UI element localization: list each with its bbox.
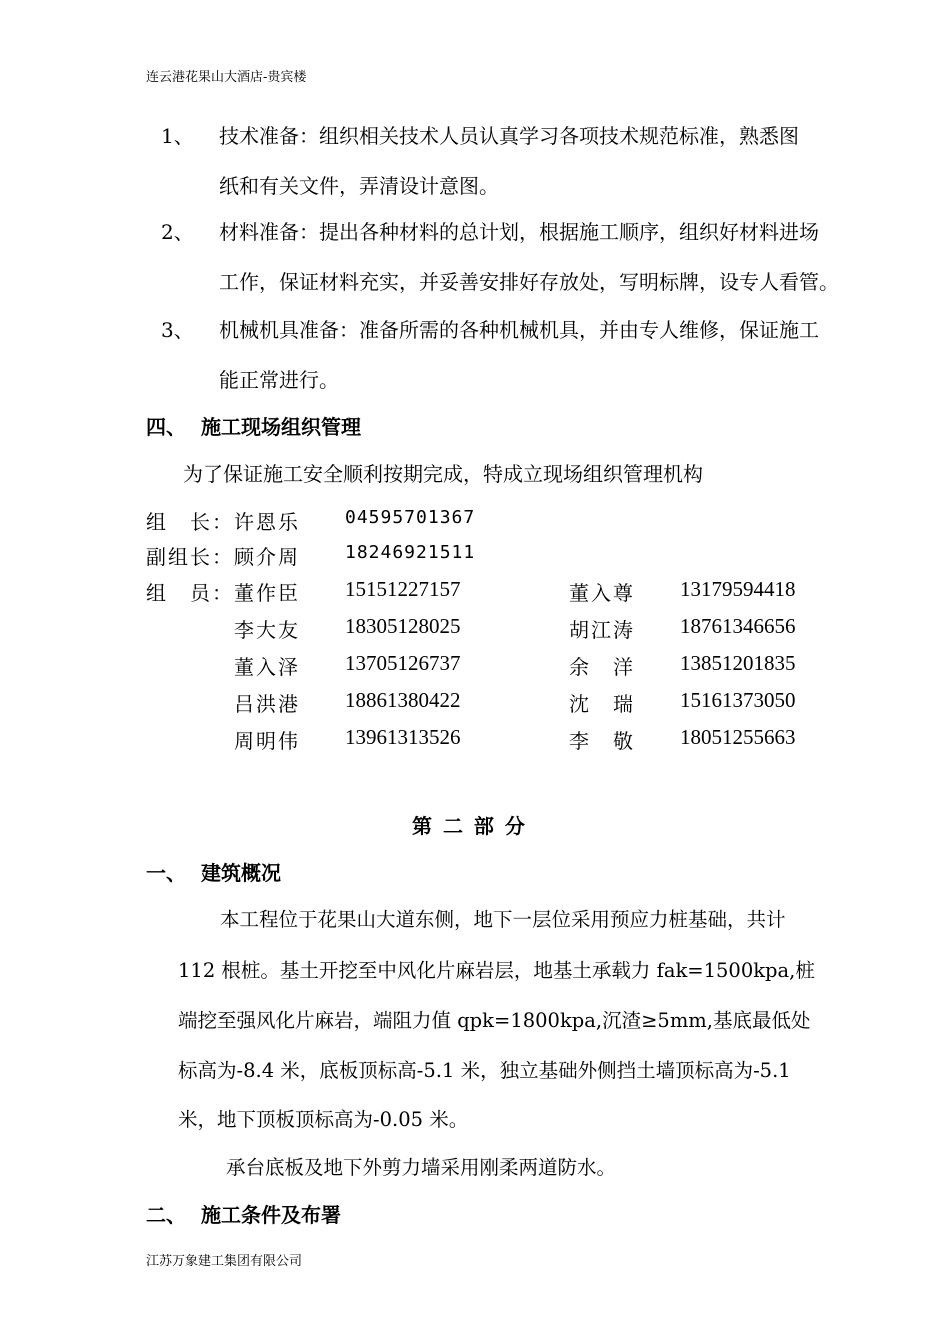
section-4-number: 四、 [146, 415, 186, 439]
paragraph-line: 本工程位于花果山大道东侧，地下一层位采用预应力桩基础，共计 [220, 908, 786, 931]
member-label: 组 员： [146, 581, 234, 605]
member-phone: 15151227157 [345, 577, 461, 601]
paragraph-line: 端挖至强风化片麻岩，端阻力值 qpk=1800kpa,沉渣≥5mm,基底最低处 [178, 1009, 811, 1032]
leader-label: 组 长： [146, 510, 234, 534]
member-name: 董入尊 [569, 581, 635, 605]
section-4-intro: 为了保证施工安全顺利按期完成，特成立现场组织管理机构 [183, 462, 703, 486]
prep-item-2-line1: 材料准备：提出各种材料的总计划，根据施工顺序，组织好材料进场 [219, 220, 819, 244]
member-phone: 13961313526 [345, 725, 461, 749]
member-phone: 15161373050 [680, 688, 796, 712]
section-1-number: 一、 [146, 861, 186, 885]
prep-item-1-line1: 技术准备：组织相关技术人员认真学习各项技术规范标准，熟悉图 [219, 124, 799, 148]
member-phone: 13705126737 [345, 651, 461, 675]
member-name: 董入泽 [234, 655, 300, 679]
prep-item-1-line2: 纸和有关文件，弄清设计意图。 [219, 174, 499, 198]
member-phone: 18305128025 [345, 614, 461, 638]
member-phone: 13179594418 [680, 577, 796, 601]
member-name: 沈 瑞 [569, 692, 635, 716]
deputy-phone: 18246921511 [345, 542, 476, 563]
section-1-title: 建筑概况 [201, 861, 281, 885]
prep-item-2-line2: 工作，保证材料充实，并妥善安排好存放处，写明标牌，设专人看管。 [219, 270, 839, 294]
member-phone: 13851201835 [680, 651, 796, 675]
paragraph-line: 标高为-8.4 米，底板顶标高-5.1 米，独立基础外侧挡土墙顶标高为-5.1 [178, 1059, 791, 1082]
member-name: 李大友 [234, 618, 300, 642]
member-name: 董作臣 [234, 581, 300, 605]
member-phone: 18051255663 [680, 725, 796, 749]
member-phone: 18861380422 [345, 688, 461, 712]
member-name: 吕洪港 [234, 692, 300, 716]
member-name: 周明伟 [234, 729, 300, 753]
deputy-label: 副组长： [146, 545, 234, 569]
section-4-title: 施工现场组织管理 [201, 415, 361, 439]
section-2-number: 二、 [146, 1203, 186, 1227]
leader-phone: 04595701367 [345, 507, 476, 528]
paragraph-2: 承台底板及地下外剪力墙采用刚柔两道防水。 [226, 1156, 617, 1179]
part-2-title: 第 二 部 分 [412, 814, 525, 838]
prep-item-3-number: 3、 [161, 318, 194, 342]
member-name: 余 洋 [569, 655, 635, 679]
section-2-title: 施工条件及布署 [201, 1203, 341, 1227]
paragraph-line: 112 根桩。基土开挖至中风化片麻岩层，地基土承载力 fak=1500kpa,桩 [178, 959, 815, 982]
deputy-name: 顾介周 [234, 545, 300, 569]
page-header: 连云港花果山大酒店-贵宾楼 [146, 70, 307, 85]
prep-item-1-number: 1、 [161, 124, 194, 148]
page-footer: 江苏万象建工集团有限公司 [146, 1254, 303, 1269]
prep-item-2-number: 2、 [161, 220, 194, 244]
member-name: 李 敬 [569, 729, 635, 753]
leader-name: 许恩乐 [234, 510, 300, 534]
member-phone: 18761346656 [680, 614, 796, 638]
prep-item-3-line2: 能正常进行。 [219, 368, 339, 392]
paragraph-line: 米，地下顶板顶标高为-0.05 米。 [178, 1108, 469, 1131]
member-name: 胡江涛 [569, 618, 635, 642]
prep-item-3-line1: 机械机具准备：准备所需的各种机械机具，并由专人维修，保证施工 [219, 318, 819, 342]
